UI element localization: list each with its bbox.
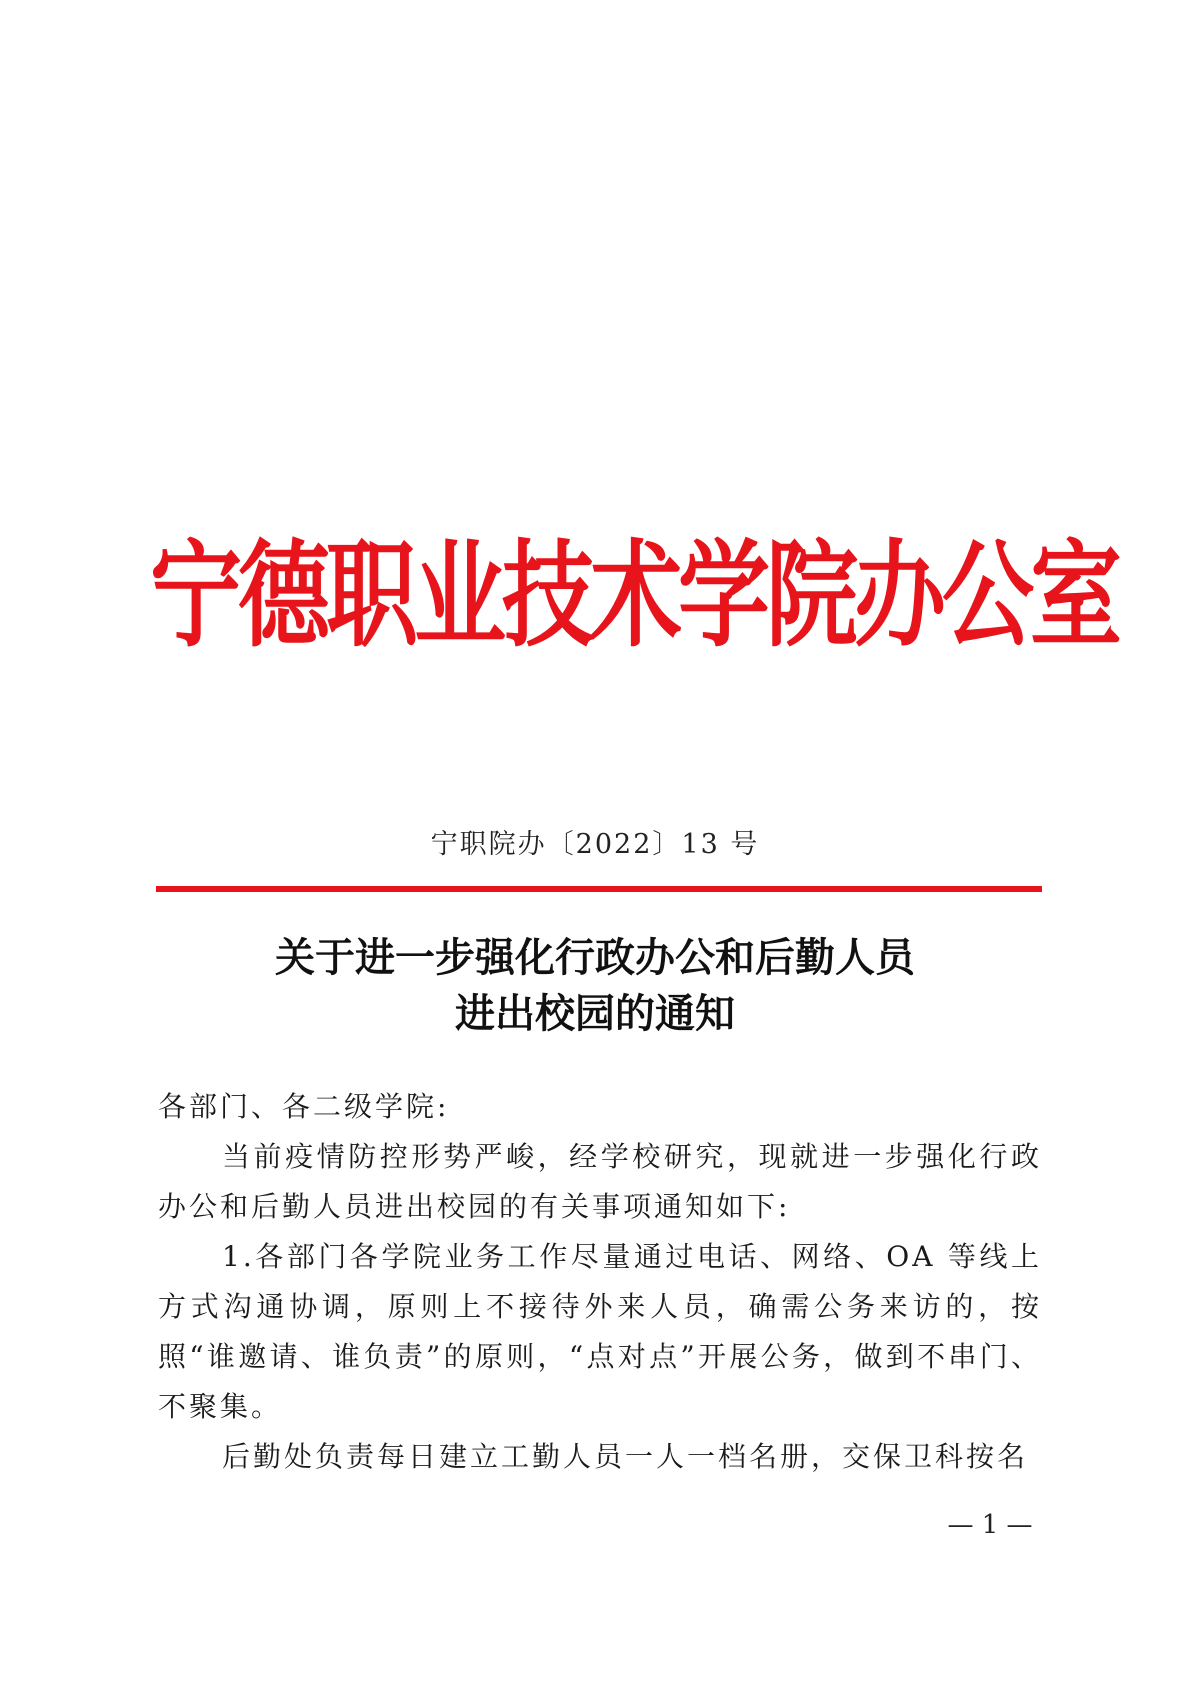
document-title — [150, 930, 1040, 1042]
page-number: — 1 — — [947, 1510, 1033, 1540]
document-title-line-2: 进出校园的通知 — [455, 990, 735, 1037]
document-number: 宁职院办〔2022〕13 号 — [430, 829, 760, 860]
red-divider-line — [156, 886, 1042, 892]
document-body — [158, 1082, 1042, 1482]
salutation: 各部门、各二级学院: — [158, 1090, 450, 1123]
intro-paragraph: 当前疫情防控形势严峻，经学校研究，现就进一步强化行政办公和后勤人员进出校园的有关事项通知如下: — [158, 1140, 1042, 1223]
letterhead-title: 宁德职业技术学院办公室 — [150, 527, 1119, 663]
item-1-paragraph: 1.各部门各学院业务工作尽量通过电话、网络、OA 等线上方式沟通协调，原则上不接待外来人员，确需公务来访的，按照“谁邀请、谁负责”的原则，“点对点”开展公务，做到不串门、不聚集。 — [158, 1240, 1042, 1423]
item-2-paragraph: 后勤处负责每日建立工勤人员一人一档名册，交保卫科按名 — [222, 1440, 1029, 1473]
document-title-line-1: 关于进一步强化行政办公和后勤人员 — [275, 934, 915, 981]
